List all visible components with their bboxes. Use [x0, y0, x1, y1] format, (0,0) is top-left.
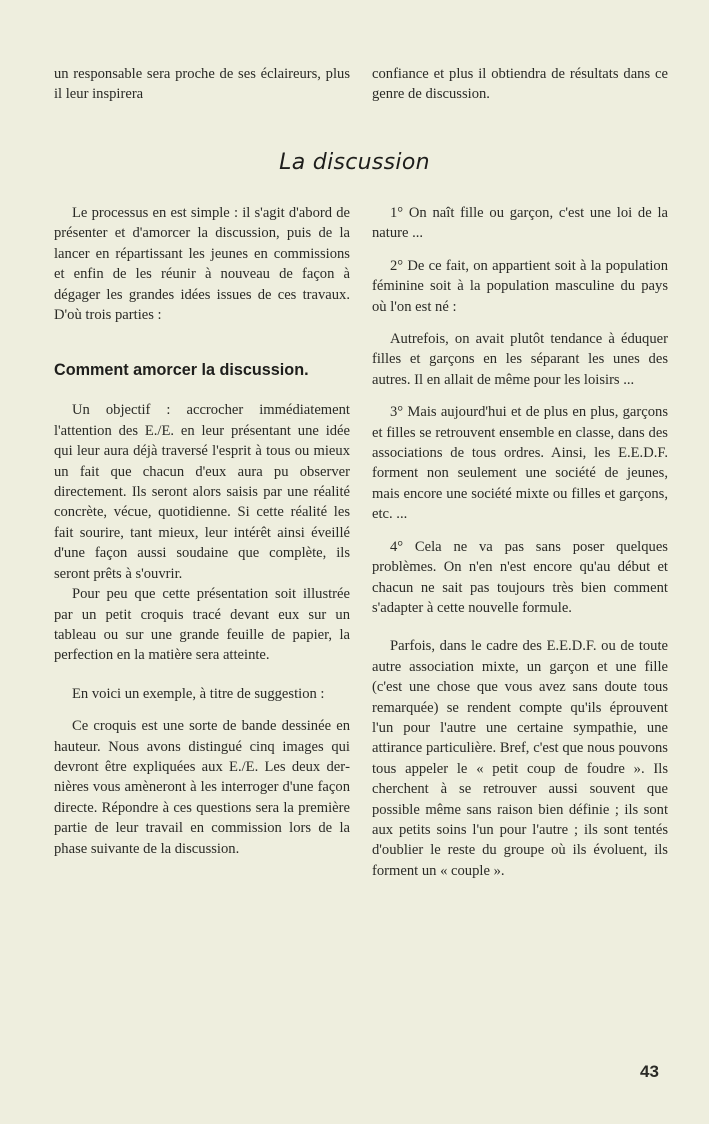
numbered-point: 1° On naît fille ou garçon, c'est une loi de la nature ... — [372, 205, 668, 242]
paragraph: Pour peu que cette présentation soit illustrée par un petit croquis tracé devant eux sur un tableau ou sur une grande feuille de papier, la perfection en la matière sera atteinte. — [54, 586, 350, 664]
section-title: La discussion — [279, 150, 430, 175]
paragraph: En voici un exemple, à titre de suggestion : — [72, 685, 325, 702]
page-number: 43 — [640, 1062, 659, 1081]
paragraph: Parfois, dans le cadre des E.E.D.F. ou de toute autre association mixte, un garçon et une fille (c'est une chose que vous avez sans doute tous remarquée) se rendent compte qu'ils éprouvent l'un pour l'autre une certaine sympathie, une attirance particulière. Bref, c'est que nous pouvons tous appeler le « petit coup de foudre ». Ils cherchent à se retrouver aussi souvent que possible même sans raison bien définie ; ils sont aux petits soins l'un pour l'autre ; ils sont tentés d'oublier le reste du groupe où ils évoluent, ils forment un « couple ». — [372, 638, 668, 879]
left-column-top — [54, 64, 350, 105]
numbered-point: 3° Mais aujourd'hui et de plus en plus, garçons et filles se retrouvent ensemble en classe, dans des associations de tous ordres. Ainsi, les E.E.D.F. forment non seulement une société de jeunes, mais encore une société mixte ou filles et garçons, etc. ... — [372, 404, 668, 523]
paragraph: Autrefois, on avait plutôt tendance à éduquer filles et garçons en les séparant les unes des autres. Il en allait de même pour les loisirs ... — [372, 331, 668, 388]
right-column — [372, 203, 668, 881]
carryover-text-left: un responsable sera proche de ses éclaireurs, plus il leur inspirera — [54, 66, 350, 103]
numbered-point: 2° De ce fait, on appartient soit à la population féminine soit à la population masculine du pays où l'on est né : — [372, 257, 668, 315]
intro-paragraph: Le processus en est simple : il s'agit d'abord de présenter et d'amorcer la discussion, puis de la lancer en répartissant les jeunes en commissions et enfin de les réunir à nouveau de façon à dégager les grandes idées issues de ces travaux. D'où trois parties : — [54, 205, 350, 324]
paragraph: Un objectif : accrocher immédiatement l'attention des E./E. en leur présentant une idée qui leur aura déjà traversé l'esprit à tous ou mieux un fait que chacun d'eux aura pu observer directement. Ils seront alors saisis par une réalité concrète, vécue, quotidienne. Si cette réalité les fait sourire, tant mieux, leur intérêt ainsi éveillé d'une façon aussi soudaine que complète, ils seront prêts à s'ouvrir. — [54, 402, 350, 582]
left-column — [54, 203, 350, 859]
right-column-top — [372, 64, 668, 105]
paragraph: Ce croquis est une sorte de bande dessinée en hauteur. Nous avons distingué cinq images qui devront être expliquées aux E./E. Les deux dernières vous amèneront à les interroger d'une façon directe. Répondre à ces questions sera la première partie de leur travail en commission lors de la phase suivante de la discussion. — [54, 718, 350, 857]
subheading: Comment amorcer la discussion. — [54, 361, 309, 380]
numbered-point: 4° Cela ne va pas sans poser quelques problèmes. On n'en n'est encore qu'au début et chacun ne sait pas toujours très bien comment s'adapter à cette nouvelle formule. — [372, 538, 668, 616]
carryover-text-right: confiance et plus il obtiendra de résultats dans ce genre de discussion. — [372, 66, 668, 103]
